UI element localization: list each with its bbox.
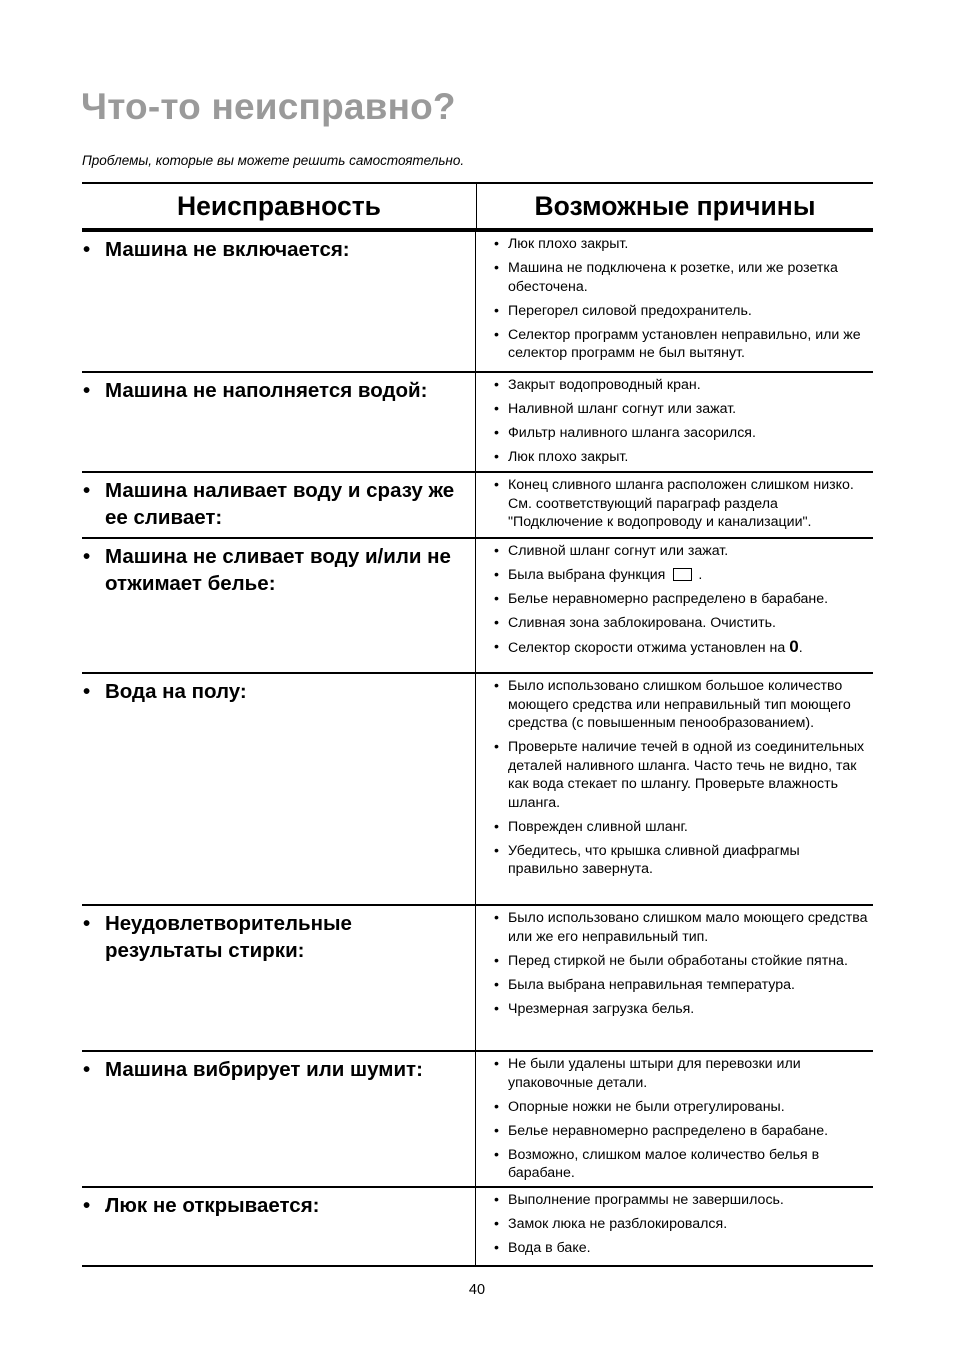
cause-item — [494, 566, 873, 585]
cause-item: • Селектор программ установлен неправильно, или же селектор программ не был вытянут. — [494, 326, 873, 363]
problem-text: Машина не сливает воду и/или не отжимает белье: — [105, 545, 451, 595]
header-causes: Возможные причины — [534, 190, 816, 221]
cause-text: Селектор скорости отжима установлен на — [508, 640, 786, 656]
cause-item: • Не были удалены штыри для перевозки или упаковочные детали. — [494, 1055, 873, 1092]
cause-item: • Проверьте наличие течей в одной из соединительных деталей наливного шланга. Часто течь не видно, так как вода стекает по шлангу. Проверьте влажность шланга. — [494, 738, 873, 812]
cause-text: Была выбрана функция — [508, 567, 666, 583]
cause-item: • Чрезмерная загрузка белья. — [494, 1000, 873, 1019]
cause-suffix: . — [698, 567, 703, 583]
problem-text: Люк не открывается: — [105, 1194, 320, 1217]
problem-cell: • Люк не открывается: — [82, 1188, 476, 1265]
problem-text: Машина наливает воду и сразу же ее сливает: — [105, 479, 455, 529]
cause-item: • Была выбрана неправильная температура. — [494, 976, 873, 995]
table-row — [82, 230, 873, 371]
cause-item: • Замок люка не разблокировался. — [494, 1215, 873, 1234]
causes-cell — [476, 906, 873, 1050]
cause-item: • Перед стиркой не были обработаны стойкие пятна. — [494, 952, 873, 971]
table-row — [82, 471, 873, 537]
spin-speed-value: 0 — [789, 637, 799, 656]
causes-cell — [476, 232, 873, 371]
problem-cell: • Машина наливает воду и сразу же ее сливает: — [82, 473, 476, 537]
problem-cell: • Вода на полу: — [82, 674, 476, 904]
cause-item: • Поврежден сливной шланг. — [494, 818, 873, 837]
table-row — [82, 1186, 873, 1265]
page-subtitle: Проблемы, которые вы можете решить самостоятельно. — [82, 153, 465, 168]
cause-item: • Машина не подключена к розетке, или же розетка обесточена. — [494, 259, 873, 296]
drain-function-icon — [673, 568, 692, 581]
table-header — [82, 184, 873, 230]
problem-text: Машина вибрирует или шумит: — [105, 1058, 423, 1081]
cause-item — [494, 638, 873, 658]
cause-item: • Вода в баке. — [494, 1239, 873, 1258]
cause-item: • Сливной шланг согнут или зажат. — [494, 542, 873, 561]
table-row — [82, 371, 873, 471]
cause-item: • Конец сливного шланга расположен слишком низко. См. соответствующий параграф раздела "Подключение к водопроводу и канализации". — [494, 476, 873, 532]
problem-text: Вода на полу: — [105, 680, 247, 703]
causes-cell — [476, 539, 873, 672]
cause-item: • Люк плохо закрыт. — [494, 235, 873, 254]
cause-item: • Белье неравномерно распределено в барабане. — [494, 590, 873, 609]
causes-cell — [476, 674, 873, 904]
cause-item: • Выполнение программы не завершилось. — [494, 1191, 873, 1210]
problem-text: Машина не включается: — [105, 238, 350, 261]
causes-cell — [476, 373, 873, 471]
problem-cell: • Машина вибрирует или шумит: — [82, 1052, 476, 1186]
table-row — [82, 537, 873, 672]
cause-suffix: . — [798, 640, 803, 656]
causes-cell — [476, 1052, 873, 1186]
problem-text: Машина не наполняется водой: — [105, 379, 428, 402]
header-problem: Неисправность — [82, 184, 477, 228]
problem-cell: • Неудовлетворительные результаты стирки: — [82, 906, 476, 1050]
problem-cell: • Машина не сливает воду и/или не отжимает белье: — [82, 539, 476, 672]
page-title: Что-то неисправно? — [81, 86, 456, 127]
table-row — [82, 904, 873, 1050]
cause-item: • Люк плохо закрыт. — [494, 448, 873, 467]
cause-item: • Закрыт водопроводный кран. — [494, 376, 873, 395]
cause-item: • Фильтр наливного шланга засорился. — [494, 424, 873, 443]
page-number: 40 — [468, 1282, 486, 1298]
cause-item: • Наливной шланг согнут или зажат. — [494, 400, 873, 419]
cause-item: • Убедитесь, что крышка сливной диафрагмы правильно завернута. — [494, 842, 873, 879]
cause-item: • Было использовано слишком мало моющего средства или же его неправильный тип. — [494, 909, 873, 946]
causes-cell — [476, 1188, 873, 1265]
troubleshooting-table — [82, 182, 873, 1267]
table-row — [82, 672, 873, 904]
cause-item: • Перегорел силовой предохранитель. — [494, 302, 873, 321]
cause-item: • Белье неравномерно распределено в барабане. — [494, 1122, 873, 1141]
cause-item: • Опорные ножки не были отрегулированы. — [494, 1098, 873, 1117]
table-row — [82, 1050, 873, 1186]
cause-item: • Сливная зона заблокирована. Очистить. — [494, 614, 873, 633]
cause-item: • Возможно, слишком малое количество белья в барабане. — [494, 1146, 873, 1183]
causes-cell — [476, 473, 873, 537]
problem-text: Неудовлетворительные результаты стирки: — [105, 912, 352, 962]
problem-cell: • Машина не наполняется водой: — [82, 373, 476, 471]
problem-cell: • Машина не включается: — [82, 232, 476, 371]
cause-item: • Было использовано слишком большое количество моющего средства или неправильный тип моющего средства (с повышенным пенообразованием). — [494, 677, 873, 733]
